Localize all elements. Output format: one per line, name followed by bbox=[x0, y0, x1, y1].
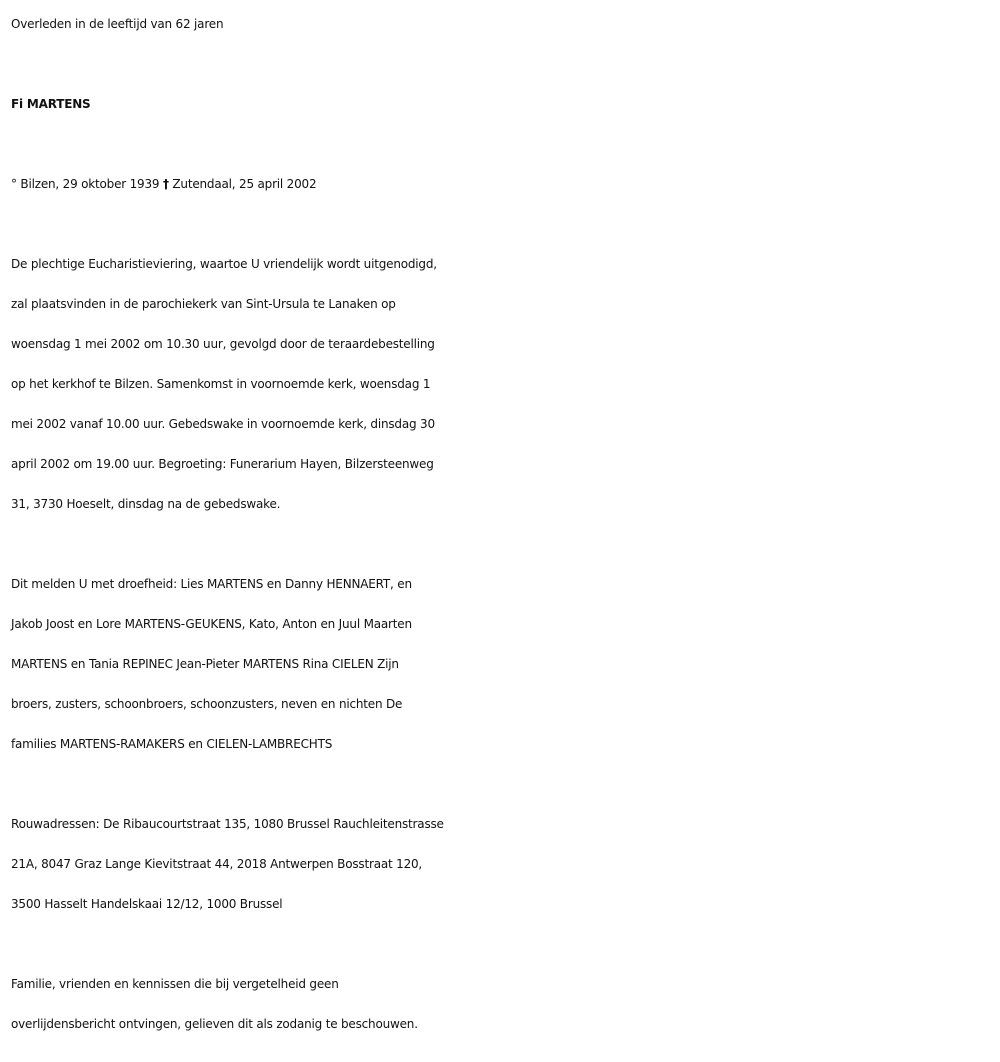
death-info: Zutendaal, 25 april 2002 bbox=[172, 177, 317, 191]
ceremony-line: 31, 3730 Hoeselt, dinsdag na de gebedswake. bbox=[11, 497, 281, 511]
closing-line: Familie, vrienden en kennissen die bij vergetelheid geen bbox=[11, 977, 339, 991]
ceremony-line: april 2002 om 19.00 uur. Begroeting: Funerarium Hayen, Bilzersteenweg bbox=[11, 457, 434, 471]
deceased-name: Fi MARTENS bbox=[11, 97, 91, 111]
spacer bbox=[11, 524, 1000, 564]
address-line: Rouwadressen: De Ribaucourtstraat 135, 1080 Brussel Rauchleitenstrasse bbox=[11, 817, 444, 831]
family-line: MARTENS en Tania REPINEC Jean-Pieter MARTENS Rina CIELEN Zijn bbox=[11, 657, 399, 671]
spacer bbox=[11, 924, 1000, 964]
birth-info: ° Bilzen, 29 oktober 1939 bbox=[11, 177, 160, 191]
ceremony-paragraph bbox=[11, 244, 1000, 524]
family-line: Dit melden U met droefheid: Lies MARTENS en Danny HENNAERT, en bbox=[11, 577, 412, 591]
cross-icon: † bbox=[162, 177, 169, 191]
spacer bbox=[11, 764, 1000, 804]
address-line: 21A, 8047 Graz Lange Kievitstraat 44, 2018 Antwerpen Bosstraat 120, bbox=[11, 857, 423, 871]
spacer bbox=[11, 124, 1000, 164]
ceremony-line: De plechtige Eucharistieviering, waartoe U vriendelijk wordt uitgenodigd, bbox=[11, 257, 437, 271]
closing-line: overlijdensbericht ontvingen, gelieven dit als zodanig te beschouwen. bbox=[11, 1017, 418, 1031]
ceremony-line: mei 2002 vanaf 10.00 uur. Gebedswake in voornoemde kerk, dinsdag 30 bbox=[11, 417, 435, 431]
family-paragraph bbox=[11, 564, 1000, 764]
family-line: Jakob Joost en Lore MARTENS-GEUKENS, Kato, Anton en Juul Maarten bbox=[11, 617, 412, 631]
ceremony-line: op het kerkhof te Bilzen. Samenkomst in voornoemde kerk, woensdag 1 bbox=[11, 377, 431, 391]
ceremony-line: zal plaatsvinden in de parochiekerk van Sint-Ursula te Lanaken op bbox=[11, 297, 396, 311]
family-line: families MARTENS-RAMAKERS en CIELEN-LAMBRECHTS bbox=[11, 737, 333, 751]
spacer bbox=[11, 44, 1000, 84]
family-line: broers, zusters, schoonbroers, schoonzusters, neven en nichten De bbox=[11, 697, 403, 711]
ceremony-line: woensdag 1 mei 2002 om 10.30 uur, gevolgd door de teraardebestelling bbox=[11, 337, 435, 351]
address-paragraph bbox=[11, 804, 1000, 924]
address-line: 3500 Hasselt Handelskaai 12/12, 1000 Brussel bbox=[11, 897, 283, 911]
spacer bbox=[11, 204, 1000, 244]
age-line: Overleden in de leeftijd van 62 jaren bbox=[11, 17, 224, 31]
birth-death-line bbox=[11, 164, 1000, 204]
closing-paragraph bbox=[11, 964, 1000, 1044]
